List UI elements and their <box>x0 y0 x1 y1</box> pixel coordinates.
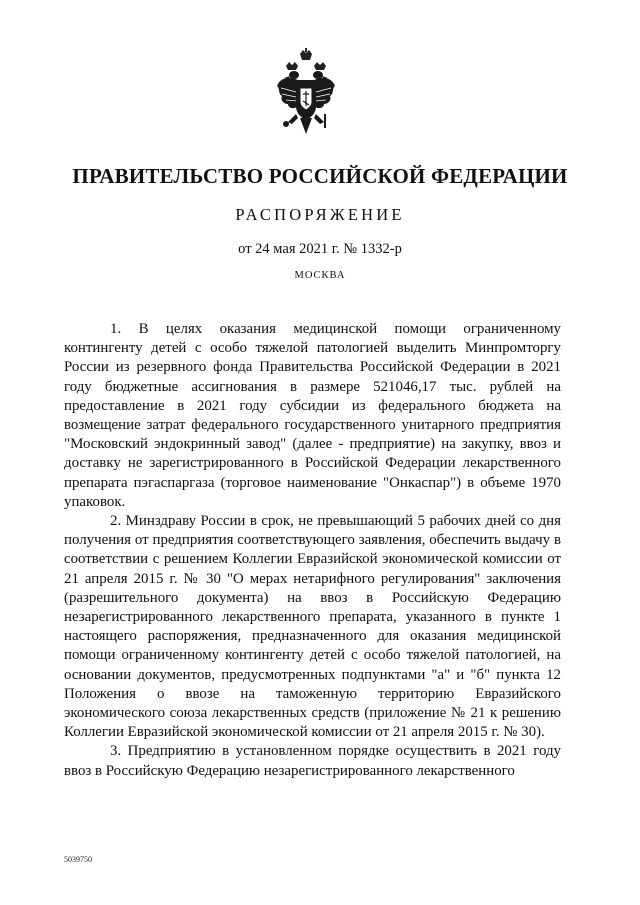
coat-of-arms-icon <box>274 48 338 140</box>
government-title: ПРАВИТЕЛЬСТВО РОССИЙСКОЙ ФЕДЕРАЦИИ <box>72 164 568 188</box>
paragraph-2: 2. Минздраву России в срок, не превышающий 5 рабочих дней со дня получения от предприятия соответствующего заявления, обеспечить выдачу в соответствии с решением Коллегии Евразийской экономической комиссии от 21 апреля 2015 г. № 30 "О мерах нетарифного регулирования" заключения (разрешительного документа) на ввоз в Российскую Федерацию незарегистрированного лекарственного препарата, указанного в пункте 1 настоящего распоряжения, предназначенного для оказания медицинской помощи ограниченному контингенту детей с особо тяжелой патологией, на основании документов, предусмотренных подпунктами "а" и "б" пункта 12 Положения о ввозе на таможенную территорию Евразийского экономического союза лекарственных средств (приложение № 21 к решению Коллегии Евразийской экономической комиссии от 21 апреля 2015 г. № 30). <box>64 513 561 741</box>
document-code: 5039750 <box>64 855 92 864</box>
paragraph-3: 3. Предприятию в установленном порядке осуществить в 2021 году ввоз в Российскую Федерацию незарегистрированного лекарственного <box>64 743 561 779</box>
document-body <box>64 320 561 781</box>
document-date-number: от 24 мая 2021 г. № 1332-р <box>238 241 402 257</box>
document-city: МОСКВА <box>294 270 346 281</box>
paragraph-1: 1. В целях оказания медицинской помощи ограниченному контингенту детей с особо тяжелой патологией выделить Минпромторгу России из резервного фонда Правительства Российской Федерации в 2021 году бюджетные ассигнования в размере 521046,17 тыс. рублей на предоставление в 2021 году субсидии из федерального бюджета на возмещение затрат федерального государственного унитарного предприятия "Московский эндокринный завод" (далее - предприятие) на закупку, ввоз и доставку не зарегистрированного в Российской Федерации лекарственного препарата пэгаспаргаза (торговое наименование "Онкаспар") в объеме 1970 упаковок. <box>64 321 561 510</box>
document-type: РАСПОРЯЖЕНИЕ <box>235 205 405 224</box>
